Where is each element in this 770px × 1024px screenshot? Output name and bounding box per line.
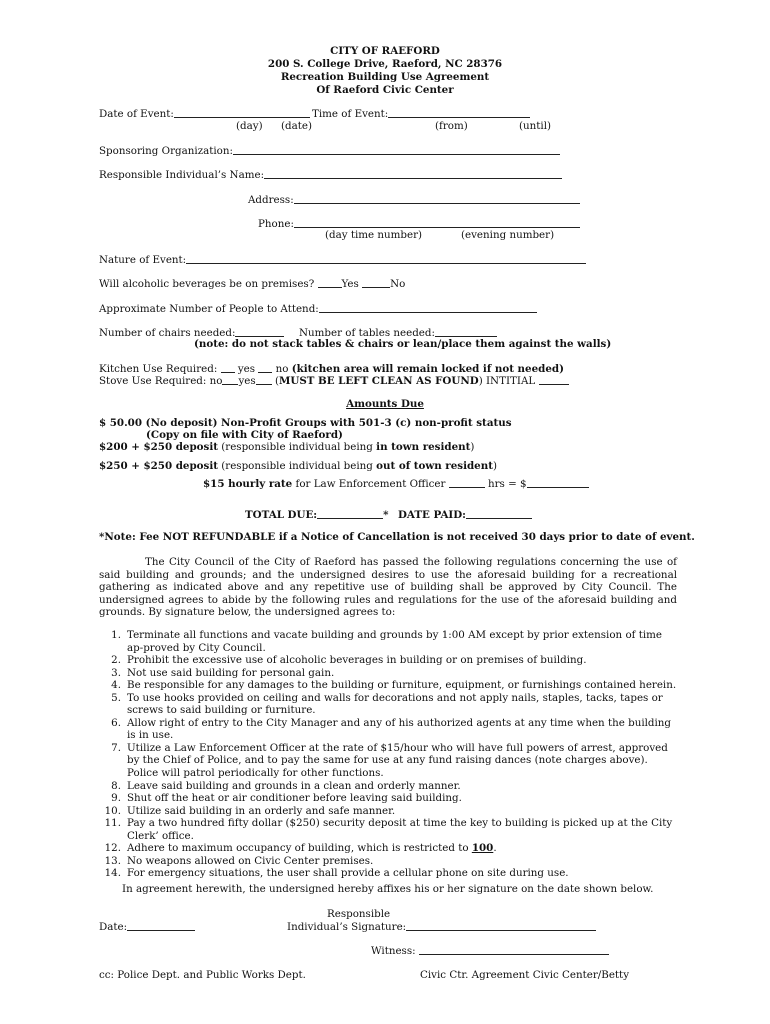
kitchen-no-label: no [275,363,289,375]
rule-text: Adhere to maximum occupancy of building, which is restricted to [127,842,472,855]
rule-item [99,780,677,793]
event-time-field[interactable] [388,107,530,118]
stack-note: (note: do not stack tables & chairs or lean/place them against the walls) [194,338,612,350]
day-phone-caption: (day time number) [325,229,423,241]
rule-text: Allow right of entry to the City Manager and any of his authorized agents at any time when the building is in use. [127,716,672,742]
header-subtitle: Of Raeford Civic Center [316,84,454,96]
rule-item [99,679,677,692]
rule-item [99,742,677,780]
footer-cc: cc: Police Dept. and Public Works Dept. [99,969,306,981]
event-date-row [99,107,310,121]
rule-text-end: . [493,842,497,855]
intro-paragraph: The City Council of the City of Raeford has passed the following regulations concerning the use of said building and grounds; and the undersigned desires to use the aforesaid building for a recreational gathering as indicated above and any repetitive use of building shall be approved by City Council. The undersigned agrees to abide by the following rules and regulations for the use of the aforesaid building and grounds. By signature below, the undersigned agrees to: [99,556,677,619]
kitchen-yes-field[interactable] [221,362,235,373]
rule-number: 13. [104,854,121,867]
chairs-field[interactable] [235,326,284,337]
hourly-text: for Law Enforcement Officer [292,478,449,490]
hourly-rate: $15 hourly rate [203,478,293,490]
witness-row [371,944,609,958]
signature-date-field[interactable] [127,920,195,931]
rule-number: 8. [111,779,121,792]
rule-item [99,692,677,717]
kitchen-no-field[interactable] [258,362,272,373]
stove-initial-field[interactable] [539,374,569,385]
rule-number: 1. [111,629,121,641]
alcohol-no-label: No [390,278,406,290]
in-town-fee: $200 + $250 deposit [99,441,218,453]
alcohol-yes-field[interactable] [318,277,342,288]
witness-field[interactable] [419,944,609,955]
rule-item [99,855,677,868]
signature-row [287,920,596,934]
tables-label: Number of tables needed: [299,327,435,339]
nonprofit-copy-note: (Copy on file with City of Raeford) [146,429,343,441]
amounts-heading: Amounts Due [346,398,424,410]
rule-number: 5. [111,691,121,704]
stove-note: MUST BE LEFT CLEAN AS FOUND [278,375,479,387]
out-town-close: ) [492,460,498,472]
stove-yes-field[interactable] [256,374,272,385]
event-time-label: Time of Event: [312,108,389,120]
hourly-rate-row [203,477,589,491]
responsible-row [99,168,562,182]
rule-item [99,842,677,855]
evening-phone-caption: (evening number) [461,229,555,241]
responsible-label: Responsible Individual’s Name: [99,169,265,181]
stove-no-field[interactable] [222,374,238,385]
header-title: Recreation Building Use Agreement [280,71,490,83]
kitchen-note: (kitchen area will remain locked if not needed) [291,363,564,375]
nature-label: Nature of Event: [99,254,187,266]
rule-number: 14. [104,867,121,880]
total-due-field[interactable] [317,508,383,519]
rule-item [99,629,677,654]
in-town-close: ) [470,441,475,453]
stove-initial-label: ) INTITIAL [478,375,536,387]
out-town-fee: $250 + $250 deposit [99,460,218,472]
alcohol-no-field[interactable] [362,277,390,288]
max-occupancy-value: 100 [471,842,494,855]
in-town-text: (responsible individual being [217,441,377,453]
event-until-caption: (until) [519,120,552,132]
phone-label: Phone: [258,218,294,230]
out-town-resident: out of town resident [376,460,493,472]
rule-item [99,667,677,680]
stove-label: Stove Use Required: no [99,375,223,387]
event-from-caption: (from) [435,120,468,132]
hours-label: hrs = $ [484,478,527,490]
nature-row [99,253,586,267]
total-due-label: TOTAL DUE: [245,509,318,521]
rule-item [99,867,677,880]
witness-label: Witness: [371,945,416,957]
nature-field[interactable] [186,253,586,264]
rule-text: Utilize said building in an orderly and safe manner. [127,804,396,817]
signature-field[interactable] [406,920,596,931]
stove-open-paren: ( [274,375,279,387]
people-row [99,302,537,316]
address-field[interactable] [294,193,580,204]
rule-number: 10. [104,804,121,817]
event-time-row [312,107,530,121]
date-paid-row [398,508,532,522]
hours-field[interactable] [449,477,485,488]
responsible-field[interactable] [264,168,562,179]
refund-note: *Note: Fee NOT REFUNDABLE if a Notice of Cancellation is not received 30 days prior to date of event. [99,531,695,543]
event-date-caption: (date) [281,120,312,132]
stove-yes-label: yes [238,375,256,387]
rule-number: 12. [104,842,121,855]
rule-text: Shut off the heat or air conditioner before leaving said building. [127,792,462,805]
out-town-text: (responsible individual being [217,460,377,472]
rule-number: 2. [111,654,121,667]
rule-text: Prohibit the excessive use of alcoholic beverages in building or on premises of building. [127,654,587,667]
people-field[interactable] [319,302,537,313]
rule-text: Be responsible for any damages to the building or furniture, equipment, or furnishings contained herein. [127,679,677,692]
stove-row [99,374,569,388]
alcohol-yes-label: Yes [341,278,359,290]
address-row [248,193,580,207]
rule-text: For emergency situations, the user shall provide a cellular phone on site during use. [127,867,569,880]
tables-field[interactable] [435,326,497,337]
address-label: Address: [248,194,294,206]
sponsoring-field[interactable] [233,144,560,155]
signature-date-row [99,920,195,934]
rule-text: To use hooks provided on ceiling and walls for decorations and not apply nails, staples, tacks, tapes or screws to said building or furniture. [127,691,663,717]
rule-text: Not use said building for personal gain. [127,666,335,679]
kitchen-yes-label: yes [237,363,256,375]
hourly-amount-field[interactable] [527,477,589,488]
rules-list [99,629,677,880]
sponsoring-label: Sponsoring Organization: [99,145,233,157]
header-address: 200 S. College Drive, Raeford, NC 28376 [267,58,503,70]
agreement-text: In agreement herewith, the undersigned hereby affixes his or her signature on the date shown below. [122,883,654,895]
rule-number: 6. [111,716,121,729]
footer-reference: Civic Ctr. Agreement Civic Center/Betty [420,969,630,981]
chairs-label: Number of chairs needed: [99,327,236,339]
rule-item [99,805,677,818]
rule-number: 11. [104,817,121,830]
date-paid-label: DATE PAID: [398,509,466,521]
kitchen-label: Kitchen Use Required: [99,363,218,375]
rule-number: 9. [111,792,121,805]
alcohol-label: Will alcoholic beverages be on premises? [99,278,315,290]
rule-text: No weapons allowed on Civic Center premises. [127,854,374,867]
total-due-star: * [383,509,389,521]
rule-item [99,817,677,842]
header-city: CITY OF RAEFORD [330,45,440,57]
alcohol-row [99,277,405,291]
in-town-rate [99,441,474,454]
rule-number: 7. [111,741,121,754]
nonprofit-rate: $ 50.00 (No deposit) Non-Profit Groups with 501-3 (c) non-profit status [99,417,512,429]
rule-text: Utilize a Law Enforcement Officer at the rate of $15/hour who will have full powers of arrest, approved by the Chief of Police, and to pay the same for use at any fund raising dances (note charges above). Police will patrol periodically for other functions. [127,741,668,780]
out-town-rate [99,460,497,473]
rule-item [99,792,677,805]
in-town-resident: in town resident [376,441,471,453]
event-date-label: Date of Event: [99,108,174,120]
phone-field[interactable] [294,217,580,228]
event-date-field[interactable] [174,107,310,118]
rule-number: 4. [111,679,121,692]
rule-text: Pay a two hundred fifty dollar ($250) security deposit at time the key to building is picked up at the City Clerk’ office. [127,817,673,842]
signature-date-label: Date: [99,921,128,933]
signature-label: Individual’s Signature: [287,921,407,933]
people-label: Approximate Number of People to Attend: [99,303,319,315]
signature-responsible-label: Responsible [327,908,391,920]
rule-item [99,717,677,742]
total-due-row [245,508,389,522]
rule-number: 3. [111,666,121,679]
date-paid-field[interactable] [466,508,532,519]
rule-text: Terminate all functions and vacate building and grounds by 1:00 AM except by prior extension of time ap-proved by City Council. [127,629,663,654]
rule-item [99,654,677,667]
sponsoring-row [99,144,560,158]
event-day-caption: (day) [236,120,263,132]
rule-text: Leave said building and grounds in a clean and orderly manner. [127,779,461,792]
